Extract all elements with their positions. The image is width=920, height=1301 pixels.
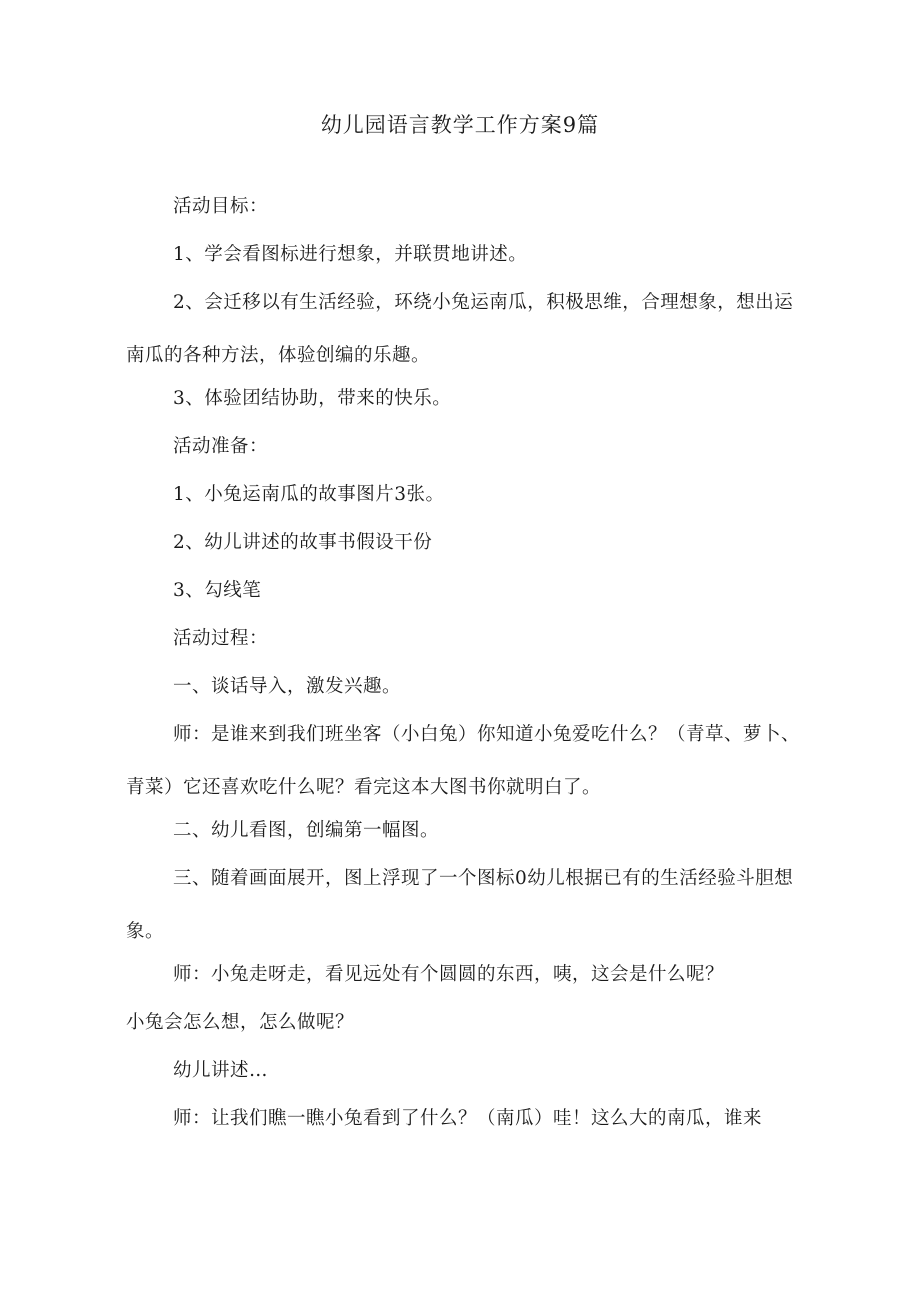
section-heading-goals: 活动目标：	[173, 196, 269, 217]
goal-item-3: 3、体验团结协助，带来的快乐。	[173, 388, 452, 409]
goal-item-1: 1、学会看图标进行想象，并联贯地讲述。	[173, 244, 528, 265]
preparation-item-2: 2、幼儿讲述的故事书假设干份	[173, 532, 433, 553]
process-step-1: 一、谈话导入，激发兴趣。	[173, 676, 402, 697]
teacher-dialogue-2: 师：小兔走呀走，看见远处有个圆圆的东西，咦，这会是什么呢？	[173, 964, 725, 985]
preparation-item-1: 1、小兔运南瓜的故事图片3张。	[173, 484, 445, 505]
section-heading-preparation: 活动准备：	[173, 436, 269, 457]
goal-item-2: 2、会迁移以有生活经验，环绕小兔运南瓜，积极思维，合理想象，想出运南瓜的各种方法，体验创编的乐趣。	[126, 292, 794, 366]
process-step-3: 三、随着画面展开，图上浮现了一个图标0幼儿根据已有的生活经验斗胆想象。	[126, 868, 794, 942]
preparation-item-3: 3、勾线笔	[173, 580, 262, 601]
teacher-dialogue-1: 师：是谁来到我们班坐客（小白兔）你知道小兔爱吃什么？（青草、萝卜、青菜）它还喜欢吃什么呢？看完这本大图书你就明白了。	[126, 724, 801, 798]
section-heading-process: 活动过程：	[173, 628, 269, 649]
child-narration: 幼儿讲述…	[173, 1060, 269, 1081]
document-title: 幼儿园语言教学工作方案9篇	[320, 113, 600, 137]
teacher-dialogue-3: 师：让我们瞧一瞧小兔看到了什么？（南瓜）哇！这么大的南瓜，谁来	[173, 1108, 763, 1129]
process-step-2: 二、幼儿看图，创编第一幅图。	[173, 820, 440, 841]
teacher-dialogue-2-continued: 小兔会怎么想，怎么做呢？	[126, 1012, 355, 1033]
